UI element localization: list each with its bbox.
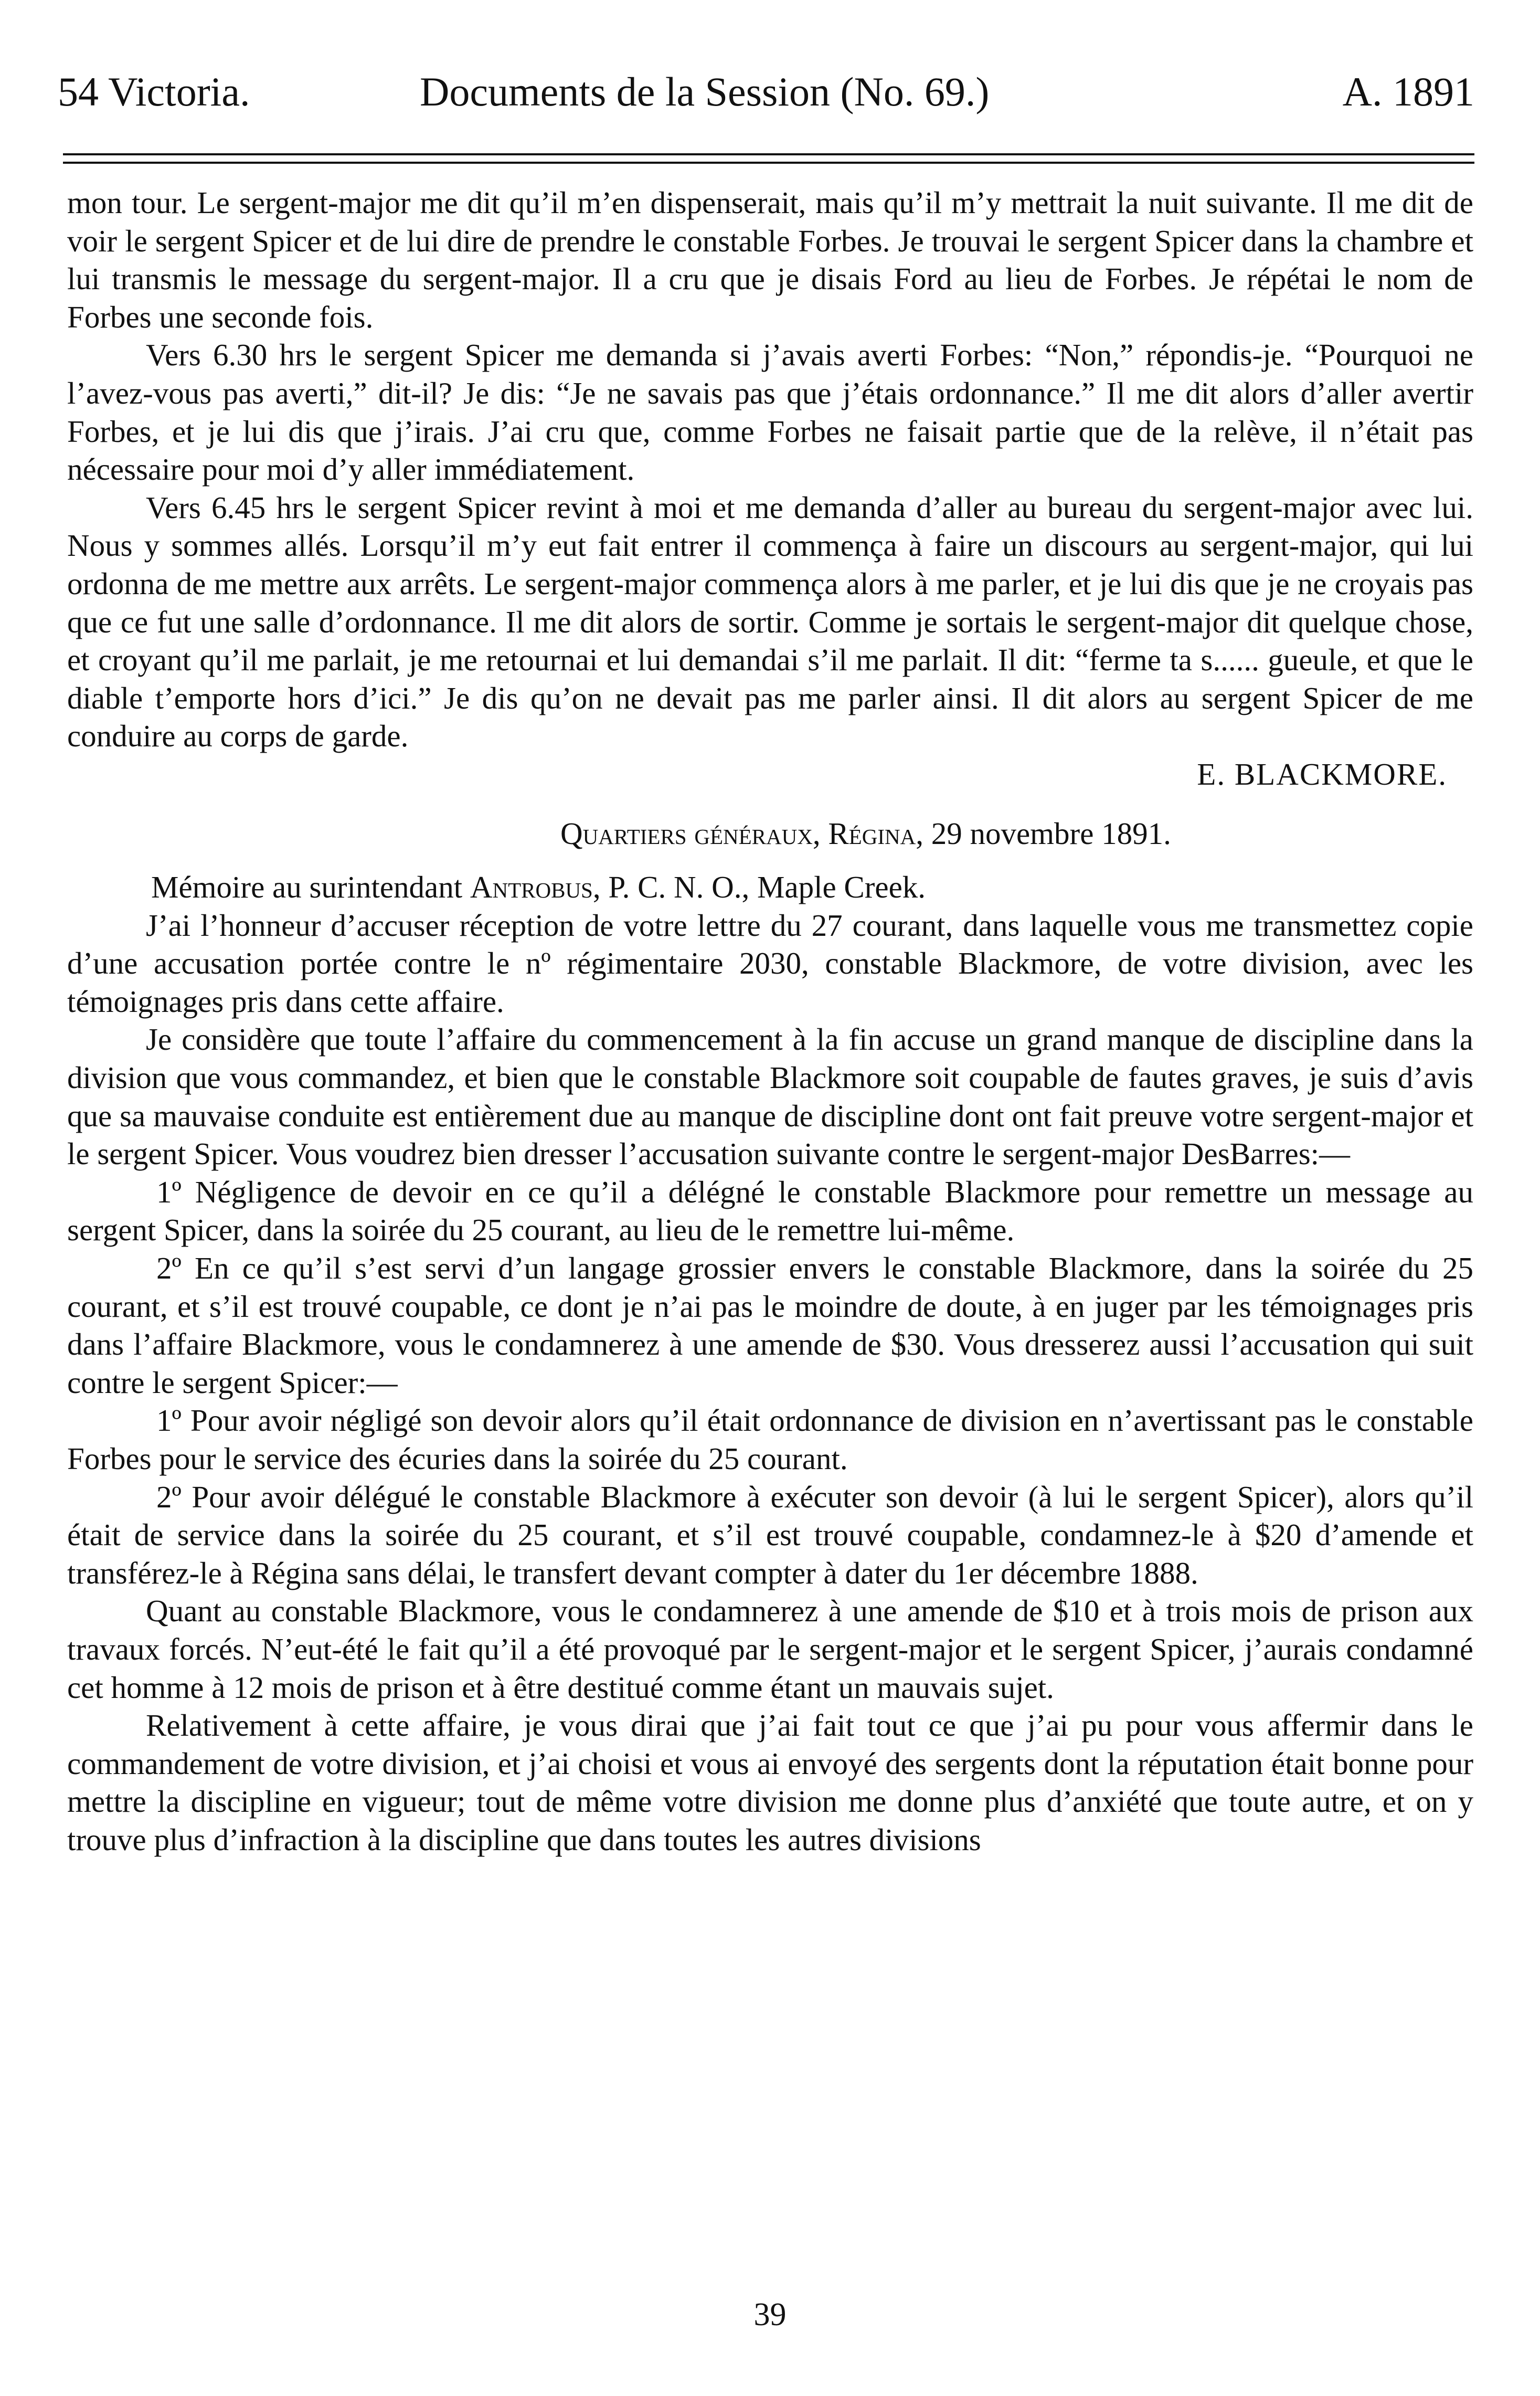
dateline-place: Quartiers généraux, Régina,	[560, 816, 923, 851]
memo-heading	[67, 868, 1473, 906]
page-number: 39	[753, 2297, 787, 2332]
header-rule-top	[63, 153, 1474, 155]
paragraph: 2º Pour avoir délégué le constable Blackmore à exécuter son devoir (à lui le sergent Spicer), alors qu’il était de service dans la soirée du 25 courant, et s’il est trouvé coupable, condamnez-le à $20 d’amende et transférez-le à Régina sans délai, le transfert devant compter à dater du 1er décembre 1888.	[67, 1479, 1473, 1590]
header-volume: 54 Victoria.	[58, 69, 250, 114]
paragraph: Relativement à cette affaire, je vous dirai que j’ai fait tout ce que j’ai pu pour vous affermir dans le commandement de votre division, et j’ai choisi et vous ai envoyé des sergents dont la réputation était bonne pour mettre la discipline en vigueur; tout de même votre division me donne plus d’anxiété que toute autre, et on y trouve plus d’infraction à la discipline que dans toutes les autres divisions	[67, 1708, 1473, 1857]
running-header	[58, 63, 1474, 121]
body-text	[67, 184, 1473, 1859]
paragraph: 1º Négligence de devoir en ce qu’il a délégné le constable Blackmore pour remettre un message au sergent Spicer, dans la soirée du 25 courant, au lieu de le remettre lui-même.	[67, 1174, 1473, 1248]
paragraph: Vers 6.30 hrs le sergent Spicer me demanda si j’avais averti Forbes: “Non,” répondis-je. “Pourquoi ne l’avez-vous pas averti,” dit-il? Je dis: “Je ne savais pas que j’étais ordonnance.” Il me dit alors d’aller avertir Forbes, et je lui dis que j’irais. J’ai cru que, comme Forbes ne faisait partie que de la relève, il n’était pas nécessaire pour moi d’y aller immédiatement.	[67, 337, 1473, 487]
paragraph: Vers 6.45 hrs le sergent Spicer revint à moi et me demanda d’aller au bureau du sergent-major avec lui. Nous y sommes allés. Lorsqu’il m’y eut fait entrer il commença à faire un discours au sergent-major, qui lui ordonna de me mettre aux arrêts. Le sergent-major commença alors à me parler, et je lui dis que je ne croyais pas que ce fut une salle d’ordonnance. Il me dit alors de sortir. Comme je sortais le sergent-major dit quelque chose, et croyant qu’il me parlait, je me retournai et lui demandai s’il me parlait. Il dit: “ferme ta s...... gueule, et que le diable t’emporte hors d’ici.” Je dis qu’on ne devait pas me parler ainsi. Il dit alors au sergent Spicer de me conduire au corps de garde.	[67, 490, 1473, 754]
header-title: Documents de la Session (No. 69.)	[420, 69, 990, 114]
paragraph: mon tour. Le sergent-major me dit qu’il m’en dispenserait, mais qu’il m’y mettrait la nuit suivante. Il me dit de voir le sergent Spicer et de lui dire de prendre le constable Forbes. Je trouvai le sergent Spicer dans la chambre et lui transmis le message du sergent-major. Il a cru que je disais Ford au lieu de Forbes. Je répétai le nom de Forbes une seconde fois.	[67, 185, 1473, 334]
paragraph: Je considère que toute l’affaire du commencement à la fin accuse un grand manque de discipline dans la division que vous commandez, et bien que le constable Blackmore soit coupable de fautes graves, je suis d’avis que sa mauvaise conduite est entièrement due au manque de discipline dont ont fait preuve votre sergent-major et le sergent Spicer. Vous voudrez bien dresser l’accusation suivante contre le sergent-major DesBarres:—	[67, 1022, 1473, 1171]
header-rule-bottom	[63, 162, 1474, 164]
paragraph: Quant au constable Blackmore, vous le condamnerez à une amende de $10 et à trois mois de prison aux travaux forcés. N’eut-été le fait qu’il a été provoqué par le sergent-major et le sergent Spicer, j’aurais condamné cet homme à 12 mois de prison et à être destitué comme étant un mauvais sujet.	[67, 1593, 1473, 1705]
signature: E. BLACKMORE.	[1197, 756, 1447, 791]
paragraph: 2º En ce qu’il s’est servi d’un langage grossier envers le constable Blackmore, dans la soirée du 25 courant, et s’il est trouvé coupable, ce dont je n’ai pas le moindre de doute, à en juger par les témoignages pris dans l’affaire Blackmore, vous le condamnerez à une amende de $30. Vous dresserez aussi l’accusation qui suit contre le sergent Spicer:—	[67, 1251, 1473, 1400]
memo-suffix: P. C. N. O., Maple Creek.	[608, 870, 926, 905]
paragraph: J’ai l’honneur d’accuser réception de votre lettre du 27 courant, dans laquelle vous me transmettez copie d’une accusation portée contre le nº régimentaire 2030, constable Blackmore, de votre division, avec les témoignages pris dans cette affaire.	[67, 907, 1473, 1019]
paragraph: 1º Pour avoir négligé son devoir alors qu’il était ordonnance de division en n’avertissant pas le constable Forbes pour le service des écuries dans la soirée du 25 courant.	[67, 1403, 1473, 1476]
header-year: A. 1891	[1342, 69, 1474, 114]
memo-prefix: Mémoire au surintendant	[151, 870, 463, 905]
dateline-date: 29 novembre 1891.	[931, 816, 1171, 851]
memo-name: Antrobus,	[470, 870, 601, 905]
dateline	[67, 815, 1473, 853]
